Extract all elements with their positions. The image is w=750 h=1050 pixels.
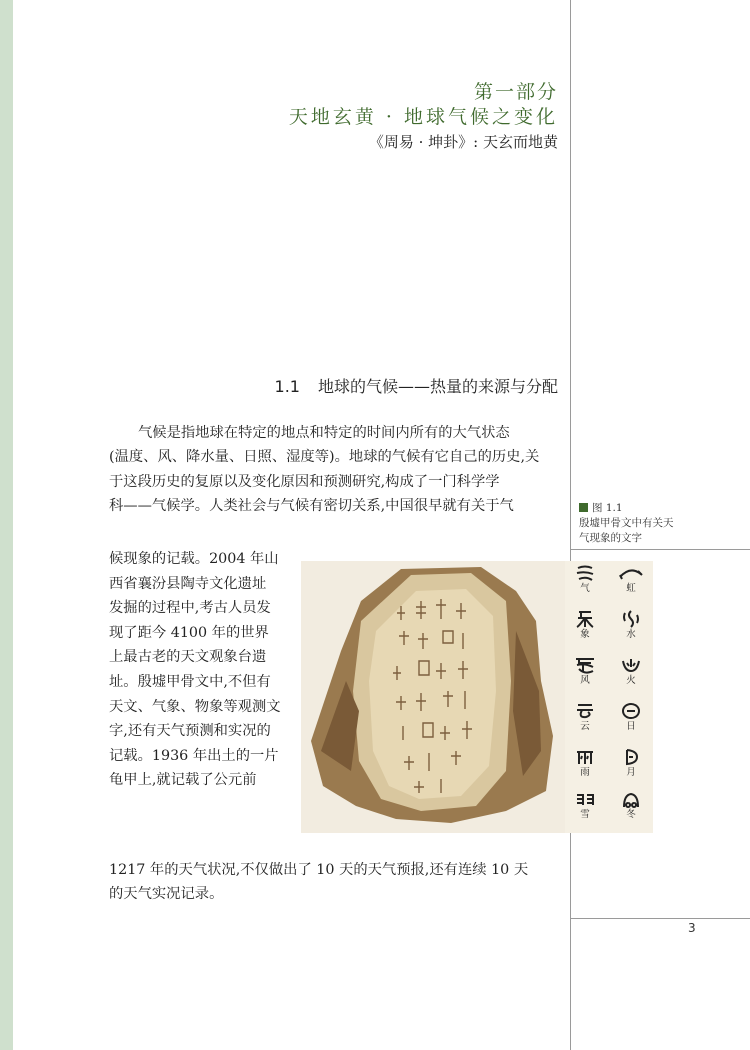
text-line: 址。殷墟甲骨文中,不但有 bbox=[109, 673, 271, 690]
char-hong: 虹 bbox=[611, 563, 651, 607]
text-line: 气候是指地球在特定的地点和特定的时间内所有的大气状态 bbox=[138, 425, 510, 441]
text-line: 龟甲上,就记载了公元前 bbox=[109, 772, 257, 789]
section-heading bbox=[275, 374, 558, 397]
figure-marker-icon bbox=[579, 503, 588, 512]
char-xue: 雪 bbox=[565, 791, 605, 835]
text-line: 西省襄汾县陶寺文化遗址 bbox=[109, 575, 267, 592]
glyph-yu-icon bbox=[574, 747, 596, 767]
epigraph: 《周易 · 坤卦》: 天玄而地黄 bbox=[368, 133, 558, 151]
text-line: 字,还有天气预测和实况的 bbox=[109, 723, 271, 740]
char-yue: 月 bbox=[611, 747, 651, 791]
glyph-shui-icon bbox=[620, 609, 642, 629]
char-dong: 冬 bbox=[611, 791, 651, 835]
page-number: 3 bbox=[688, 921, 696, 935]
oracle-bone-photo bbox=[301, 561, 565, 833]
margin-divider bbox=[570, 0, 571, 1050]
char-xiang: 象 bbox=[565, 609, 605, 653]
char-feng: 风 bbox=[565, 655, 605, 699]
text-line: 发掘的过程中,考古人员发 bbox=[109, 600, 271, 617]
text-line: 候现象的记载。2004 年山 bbox=[109, 551, 279, 567]
glyph-yue-icon bbox=[620, 747, 642, 767]
text-line: 1217 年的天气状况,不仅做出了 10 天的天气预报,还有连续 10 天 bbox=[109, 862, 529, 878]
caption-line: 气现象的文字 bbox=[579, 532, 642, 544]
left-color-band bbox=[0, 0, 13, 1050]
glyph-yun-icon bbox=[574, 701, 596, 721]
part-title: 天地玄黄 · 地球气候之变化 bbox=[288, 106, 558, 128]
char-huo: 火 bbox=[611, 655, 651, 699]
glyph-huo-icon bbox=[620, 655, 642, 675]
body-paragraph-top bbox=[109, 421, 539, 519]
section-title: 地球的气候——热量的来源与分配 bbox=[317, 377, 558, 396]
text-line: 上最古老的天文观象台遗 bbox=[109, 649, 267, 666]
char-yun: 云 bbox=[565, 701, 605, 745]
part-label: 第一部分 bbox=[473, 81, 558, 103]
char-ri: 日 bbox=[611, 701, 651, 745]
text-line: 的天气实况记录。 bbox=[109, 886, 224, 903]
section-number: 1.1 bbox=[274, 377, 300, 396]
glyph-qi-icon bbox=[574, 563, 596, 583]
caption-divider bbox=[570, 549, 750, 550]
glyph-xiang-icon bbox=[573, 609, 597, 629]
char-qi: 气 bbox=[565, 563, 605, 607]
text-line: 于这段历史的复原以及变化原因和预测研究,构成了一门科学学 bbox=[109, 473, 500, 490]
text-line: (温度、风、降水量、日照、湿度等)。地球的气候有它自己的历史,关 bbox=[109, 449, 540, 466]
figure-number bbox=[579, 501, 674, 516]
body-paragraph-end bbox=[109, 858, 528, 907]
footer-divider bbox=[570, 918, 750, 919]
char-shui: 水 bbox=[611, 609, 651, 653]
text-line: 记载。1936 年出土的一片 bbox=[109, 747, 279, 764]
glyph-xue-icon bbox=[574, 791, 596, 809]
text-line: 科——气候学。人类社会与气候有密切关系,中国很早就有关于气 bbox=[109, 498, 514, 515]
caption-line: 殷墟甲骨文中有关天 bbox=[579, 517, 674, 529]
glyph-ri-icon bbox=[620, 701, 642, 721]
oracle-bone-image bbox=[301, 561, 565, 833]
glyph-feng-icon bbox=[573, 655, 597, 675]
oracle-characters-panel bbox=[565, 561, 653, 833]
text-line: 现了距今 4100 年的世界 bbox=[109, 624, 269, 641]
glyph-dong-icon bbox=[620, 791, 642, 809]
text-line: 天文、气象、物象等观测文 bbox=[109, 698, 281, 715]
figure-number-text: 图 1.1 bbox=[592, 502, 623, 514]
char-yu: 雨 bbox=[565, 747, 605, 791]
body-paragraph-wrapped bbox=[109, 547, 281, 793]
figure-caption bbox=[579, 501, 674, 546]
glyph-hong-icon bbox=[618, 563, 644, 583]
